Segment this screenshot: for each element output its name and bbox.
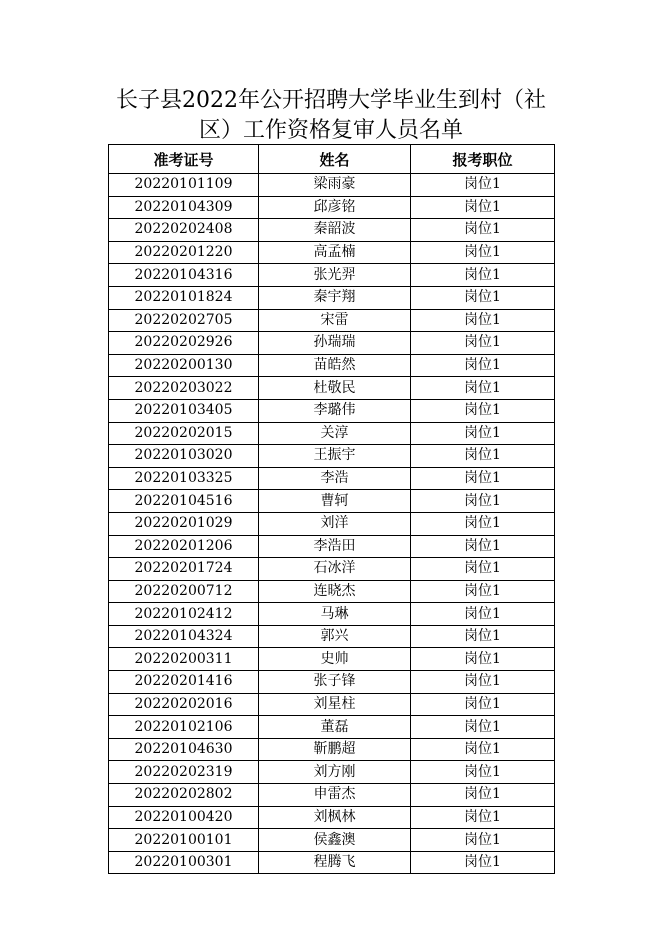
cell-name: 史帅	[259, 648, 411, 671]
cell-name: 李浩田	[259, 535, 411, 558]
cell-name: 连晓杰	[259, 580, 411, 603]
cell-exam-number: 20220100420	[109, 806, 259, 829]
cell-position: 岗位1	[411, 241, 555, 264]
cell-exam-number: 20220103405	[109, 399, 259, 422]
cell-position: 岗位1	[411, 829, 555, 852]
candidate-table	[108, 144, 555, 874]
title-line-2: 区）工作资格复审人员名单	[198, 118, 463, 143]
table-row	[109, 829, 555, 852]
table-row	[109, 174, 555, 197]
cell-position: 岗位1	[411, 851, 555, 874]
cell-position: 岗位1	[411, 445, 555, 468]
header-row	[109, 145, 555, 174]
table-row	[109, 332, 555, 355]
table-row	[109, 286, 555, 309]
cell-position: 岗位1	[411, 580, 555, 603]
cell-exam-number: 20220203022	[109, 377, 259, 400]
table-header	[109, 145, 555, 174]
cell-exam-number: 20220102106	[109, 716, 259, 739]
cell-name: 刘枫林	[259, 806, 411, 829]
cell-exam-number: 20220101109	[109, 174, 259, 197]
table-row	[109, 264, 555, 287]
cell-position: 岗位1	[411, 512, 555, 535]
cell-position: 岗位1	[411, 467, 555, 490]
cell-position: 岗位1	[411, 377, 555, 400]
cell-name: 杜敬民	[259, 377, 411, 400]
table-body	[109, 174, 555, 874]
cell-exam-number: 20220202408	[109, 219, 259, 242]
table-row	[109, 377, 555, 400]
cell-name: 李浩	[259, 467, 411, 490]
cell-exam-number: 20220101824	[109, 286, 259, 309]
cell-exam-number: 20220102412	[109, 603, 259, 626]
table-row	[109, 784, 555, 807]
cell-position: 岗位1	[411, 399, 555, 422]
cell-position: 岗位1	[411, 784, 555, 807]
cell-name: 申雷杰	[259, 784, 411, 807]
cell-exam-number: 20220100101	[109, 829, 259, 852]
header-exam-number: 准考证号	[109, 145, 259, 174]
table-row	[109, 445, 555, 468]
header-name: 姓名	[259, 145, 411, 174]
cell-position: 岗位1	[411, 490, 555, 513]
cell-exam-number: 20220104324	[109, 625, 259, 648]
cell-position: 岗位1	[411, 286, 555, 309]
cell-position: 岗位1	[411, 648, 555, 671]
table-row	[109, 535, 555, 558]
cell-position: 岗位1	[411, 174, 555, 197]
cell-name: 邱彦铭	[259, 196, 411, 219]
document-title	[108, 86, 554, 146]
cell-name: 程腾飞	[259, 851, 411, 874]
cell-position: 岗位1	[411, 761, 555, 784]
table-row	[109, 693, 555, 716]
cell-position: 岗位1	[411, 264, 555, 287]
cell-name: 刘洋	[259, 512, 411, 535]
cell-position: 岗位1	[411, 535, 555, 558]
cell-name: 苗皓然	[259, 354, 411, 377]
cell-position: 岗位1	[411, 671, 555, 694]
cell-exam-number: 20220104516	[109, 490, 259, 513]
table-row	[109, 241, 555, 264]
table-row	[109, 422, 555, 445]
table-row	[109, 219, 555, 242]
cell-name: 梁雨豪	[259, 174, 411, 197]
cell-exam-number: 20220201029	[109, 512, 259, 535]
table-row	[109, 716, 555, 739]
cell-name: 郭兴	[259, 625, 411, 648]
cell-position: 岗位1	[411, 196, 555, 219]
cell-position: 岗位1	[411, 693, 555, 716]
cell-name: 王振宇	[259, 445, 411, 468]
cell-name: 宋雷	[259, 309, 411, 332]
cell-name: 高孟楠	[259, 241, 411, 264]
title-line-1: 长子县2022年公开招聘大学毕业生到村（社	[116, 88, 546, 113]
cell-exam-number: 20220104316	[109, 264, 259, 287]
cell-name: 秦宇翔	[259, 286, 411, 309]
cell-name: 马琳	[259, 603, 411, 626]
cell-exam-number: 20220201724	[109, 558, 259, 581]
table-row	[109, 354, 555, 377]
header-position: 报考职位	[411, 145, 555, 174]
cell-exam-number: 20220202705	[109, 309, 259, 332]
cell-name: 李璐伟	[259, 399, 411, 422]
cell-position: 岗位1	[411, 806, 555, 829]
table-row	[109, 603, 555, 626]
cell-position: 岗位1	[411, 332, 555, 355]
table-row	[109, 806, 555, 829]
table-row	[109, 399, 555, 422]
table-row	[109, 851, 555, 874]
table-row	[109, 309, 555, 332]
cell-name: 张子锋	[259, 671, 411, 694]
cell-position: 岗位1	[411, 716, 555, 739]
cell-position: 岗位1	[411, 558, 555, 581]
cell-exam-number: 20220200311	[109, 648, 259, 671]
table-row	[109, 761, 555, 784]
cell-exam-number: 20220202802	[109, 784, 259, 807]
cell-name: 侯鑫澳	[259, 829, 411, 852]
cell-position: 岗位1	[411, 422, 555, 445]
cell-position: 岗位1	[411, 603, 555, 626]
cell-name: 曹轲	[259, 490, 411, 513]
table-row	[109, 738, 555, 761]
cell-name: 刘方刚	[259, 761, 411, 784]
cell-position: 岗位1	[411, 309, 555, 332]
cell-exam-number: 20220202319	[109, 761, 259, 784]
cell-exam-number: 20220103020	[109, 445, 259, 468]
cell-name: 刘星柱	[259, 693, 411, 716]
cell-name: 董磊	[259, 716, 411, 739]
table-row	[109, 580, 555, 603]
table-row	[109, 490, 555, 513]
cell-exam-number: 20220200712	[109, 580, 259, 603]
cell-position: 岗位1	[411, 625, 555, 648]
cell-name: 孙瑞瑞	[259, 332, 411, 355]
table-row	[109, 648, 555, 671]
cell-exam-number: 20220202015	[109, 422, 259, 445]
cell-exam-number: 20220202016	[109, 693, 259, 716]
cell-name: 秦韶波	[259, 219, 411, 242]
table-row	[109, 512, 555, 535]
table-row	[109, 558, 555, 581]
cell-position: 岗位1	[411, 738, 555, 761]
table-row	[109, 625, 555, 648]
cell-exam-number: 20220103325	[109, 467, 259, 490]
cell-exam-number: 20220104630	[109, 738, 259, 761]
table-row	[109, 671, 555, 694]
cell-exam-number: 20220104309	[109, 196, 259, 219]
cell-exam-number: 20220100301	[109, 851, 259, 874]
cell-exam-number: 20220200130	[109, 354, 259, 377]
cell-position: 岗位1	[411, 219, 555, 242]
cell-exam-number: 20220201416	[109, 671, 259, 694]
table-row	[109, 467, 555, 490]
cell-exam-number: 20220202926	[109, 332, 259, 355]
cell-position: 岗位1	[411, 354, 555, 377]
cell-name: 张光羿	[259, 264, 411, 287]
cell-exam-number: 20220201206	[109, 535, 259, 558]
cell-name: 石冰洋	[259, 558, 411, 581]
table-row	[109, 196, 555, 219]
cell-name: 靳鹏超	[259, 738, 411, 761]
cell-exam-number: 20220201220	[109, 241, 259, 264]
cell-name: 关淳	[259, 422, 411, 445]
